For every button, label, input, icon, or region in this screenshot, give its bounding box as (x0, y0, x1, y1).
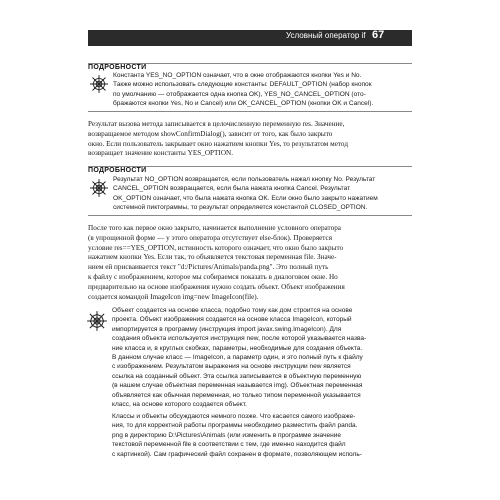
body-line: Результат вызова метода записывается в целочисленную переменную res. Значение, (88, 120, 345, 128)
note-bottom-rule (88, 215, 412, 216)
side-note-line: Объект создается на основе класса, подобно тому как дом строится на основе (112, 307, 353, 314)
body-line: к файлу с изображением, которое мы собираемся показать в диалоговом окне. Но (88, 272, 338, 281)
body-line: окно. Если пользователь закрывает окно нажатием кнопки Yes, то результатом метод (88, 139, 348, 148)
body-line: После того как первое окно закрыто, начинается выполнение условного оператора (88, 224, 341, 232)
body-line: условие res==YES_OPTION, истинность которого означает, что окно было закрыто (88, 243, 344, 252)
body-line: нием ей присваивается текст "d:/Pictures/Animals/panda.png". Это полный путь (88, 263, 329, 272)
note-body (113, 175, 378, 213)
side-note-line: импортируется в программу (инструкция import javax.swing.ImageIcon). Для (112, 325, 342, 333)
side-note-line: создания объекта используется инструкция new, после которой указывается назва- (112, 335, 367, 343)
note-line: системной пиктограммы, то результат определяется константой CLOSED_OPTION. (113, 204, 368, 212)
note-body (113, 71, 373, 109)
side-note-line: текстовой переменной file в соответствии с тем, где именно находится файл (112, 441, 346, 449)
side-note-body (112, 306, 366, 409)
side-note-line: проекта. Объект изображения создается на основе класса ImageIcon, который (112, 316, 352, 324)
body-line: предварительно на основе изображения нужно создать объект. Объект изображения (88, 282, 345, 291)
body-line: нажатием кнопки Yes. Если так, то объявляется текстовая переменная file. Значе- (88, 253, 337, 262)
note-heading: ПОДРОБНОСТИ (88, 64, 147, 71)
side-note-line: Классы и объекты обсуждаются немного позже. Что касается самого изображе- (112, 413, 356, 420)
note-line: Константа YES_NO_OPTION означает, что в окне отображаются кнопки Yes и No. (113, 72, 362, 79)
side-note-line: с картинкой). Сам графический файл сохранен в формате, позволяющем исполь- (112, 450, 362, 458)
body-line: создается командой ImageIcon img=new ImageIcon(file). (88, 292, 259, 301)
side-note-line: ния, то для корректной работы программы необходимо разместить файл panda. (112, 422, 358, 430)
body-line: возвращает значение константы YES_OPTION. (88, 149, 233, 158)
page-number: 67 (372, 29, 385, 41)
side-note-line: с изображением. Результатом выражения на основе инструкции new является (112, 363, 351, 371)
note-line: CANCEL_OPTION возвращается, если была нажата кнопка Cancel. Результат (113, 185, 351, 193)
note-bottom-rule (88, 111, 412, 112)
header-title: Условный оператор if (286, 31, 366, 40)
note-line: Результат NO_OPTION возвращается, если пользователь нажал кнопку No. Результат (113, 176, 376, 183)
body-line: возвращаемое методом showConfirmDialog(), зависит от того, как было закрыто (88, 129, 333, 138)
note-line: бражаются кнопки Yes, No и Cancel) или OK_CANCEL_OPTION (кнопки OK и Cancel). (113, 100, 374, 108)
body-paragraph (88, 224, 345, 302)
spider-web-icon (86, 310, 108, 332)
side-note-line: объявляется как обычная переменная, но только типом переменной указывается (112, 391, 361, 399)
side-note-line: В данном случае класс — ImageIcon, а параметр один, и это полный путь к файлу (112, 353, 363, 361)
side-note-line: (в нашем случае объектная переменная называется img). Объектная переменная (112, 382, 363, 390)
note-line: Также можно использовать следующие константы: DEFAULT_OPTION (набор кнопок (113, 81, 372, 89)
side-note-line: класс, на основе которого создается объект. (112, 400, 247, 408)
side-note-line: ние класса и, в круглых скобках, параметры, необходимые для создания объекта. (112, 344, 363, 352)
side-note-line: ссылка на созданный объект. Эта ссылка записывается в объектную переменную (112, 372, 362, 380)
body-paragraph (88, 120, 348, 159)
note-line: по умолчанию — отображается одна кнопка OK), YES_NO_CANCEL_OPTION (ото- (113, 90, 366, 98)
running-header (0, 30, 500, 48)
note-line: OK_OPTION означает, что была нажата кнопка OK. Если окно было закрыто нажатием (113, 194, 378, 202)
side-note-body (112, 412, 362, 459)
spider-web-icon (89, 178, 109, 198)
side-note-line: png в директорию D:\Pictures\Animals (или изменить в программе значение (112, 431, 342, 439)
note-heading: ПОДРОБНОСТИ (88, 167, 147, 174)
body-line: (в упрощенной форме — у этого оператора отсутствует else-блок). Проверяется (88, 233, 333, 242)
spider-web-icon (89, 74, 109, 94)
